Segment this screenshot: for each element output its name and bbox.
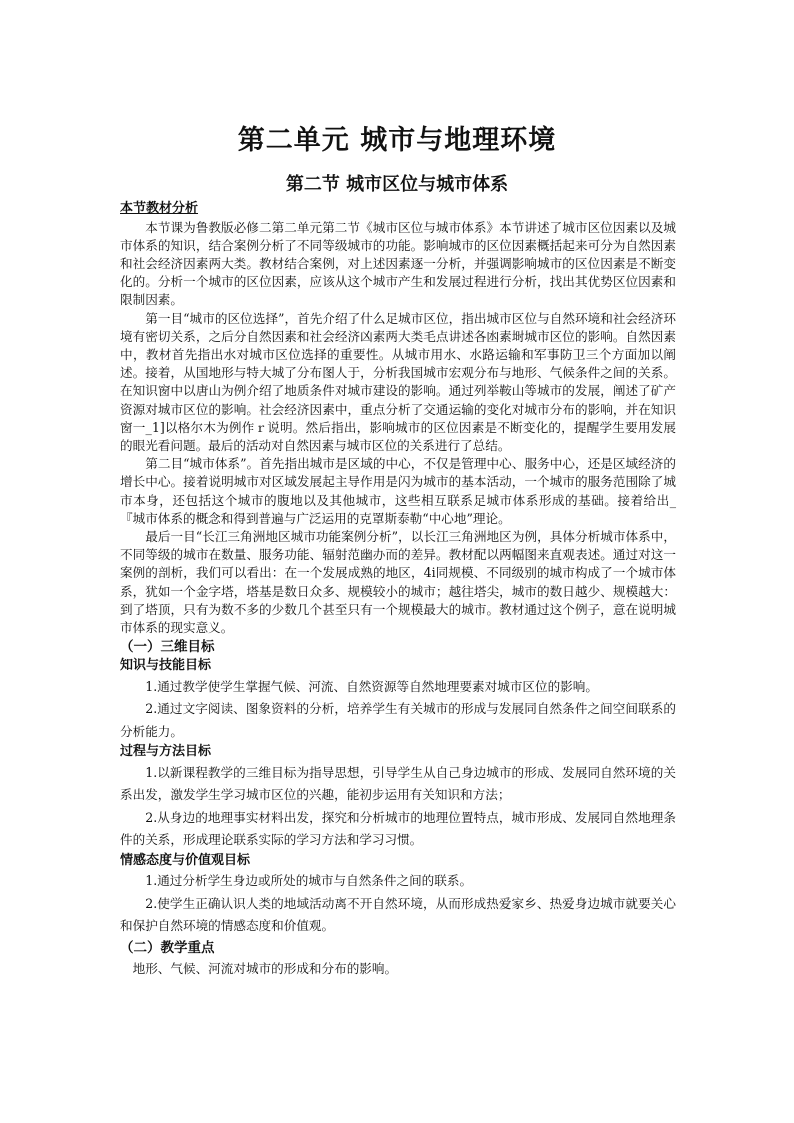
goal-item: 1.以新课程教学的三维目标为指导思想，引导学生从自己身边城市的形成、发展同自然环境的关系出发，激发学生学习城市区位的兴趣，能初步运用有关知识和方法； xyxy=(120,764,676,803)
focus-text: 地形、气候、河流对城市的形成和分布的影响。 xyxy=(132,960,398,976)
analysis-paragraph: 本节课为鲁教版必修二第二单元第二节《城市区位与城市体系》本节讲述了城市区位因素以及城市体系的知识，结合案例分析了不同等级城市的功能。影响城市的区位因素概括起来可分为自然因素和社会经济因素两大类。教材结合案例，对上述因素逐一分析，并强调影响城市的区位因素是不断变化的。分析一个城市的区位因素，应该从这个城市产生和发展过程进行分析，找出其优势区位因素和限制因素。 xyxy=(120,219,676,308)
goals-heading: （一）三维目标 xyxy=(120,639,215,656)
goal-item: 2.通过文字阅读、图象资料的分析，培养学生有关城市的形成与发展同自然条件之间空间联系的分析能力。 xyxy=(120,701,676,739)
knowledge-goals-heading: 知识与技能目标 xyxy=(120,658,212,674)
analysis-paragraph: 第一目“城市的区位选择”，首先介绍了什么足城市区位，指出城市区位与自然环境和社会经济环境有密切关系，之后分自然因素和社会经济凶素两大类毛点讲述各凼素埘城市区位的影响。自然因素中，教材首先指出水对城市区位选择的重要性。从城市用水、水路运输和军事防卫三个方面加以阐述。接着，从国地形与特大城了分布图人于，分析我国城市宏观分布与地形、气候条件之间的关系。在知识窗中以唐山为例介绍了地质条件对城市建设的影响。通过列举鞍山等城市的发展，阐述了矿产资源对城市区位的影响。社会经济因素中，重点分析了交通运输的变化对城市分布的影响，并在知识窗一_1]以格尔木为例作ｒ说明。然后指出，影响城市的区位因素是不断变化的，提醒学生要用发展的眼光看问题。最后的活动对自然因素与城市区位的关系进行了总结。 xyxy=(120,310,676,453)
goal-item: 2.使学生正确认识人类的地域活动离不开自然环境，从而形成热爱家乡、热爱身边城市就要关心和保护自然环境的情感态度和价值观。 xyxy=(120,895,676,934)
unit-title: 第二单元 城市与地理环境 xyxy=(237,125,557,156)
focus-heading: （二）教学重点 xyxy=(120,939,215,956)
analysis-paragraph: 第二目“城市体系”。首先指出城市是区域的中心，不仅是管理中心、服务中心，还是区域经济的增长中心。接着说明城市对区域发展起主导作用是闪为城市的基本活动，一个城市的服务范围除了城市本身，还包括这个城市的腹地以及其他城市，这些相互联系足城市体系形成的基础。接着给出_『城市体系的概念和得到普遍与广泛运用的克罩斯泰勒“中心地”理论。 xyxy=(120,456,676,526)
process-goals-heading: 过程与方法目标 xyxy=(120,744,212,760)
goal-item: 2.从身边的地理事实材料出发，探究和分析城市的地理位置特点，城市形成、发展同自然地理条件的关系，形成理论联系实际的学习方法和学习习惯。 xyxy=(120,809,676,848)
emotion-goals-heading: 情感态度与价值观目标 xyxy=(120,852,251,868)
section-title: 第二节 城市区位与城市体系 xyxy=(285,174,509,195)
goal-item: 1.通过分析学生身边或所处的城市与自然条件之间的联系。 xyxy=(145,873,473,889)
document-body xyxy=(120,200,676,980)
goal-item: 1.通过教学使学生掌握气候、河流、自然资源等自然地理要素对城市区位的影响。 xyxy=(145,678,598,694)
analysis-heading: 本节教材分析 xyxy=(120,201,199,216)
analysis-paragraph: 最后一目“长江三角洲地区城市功能案例分析”，以长江三角洲地区为例，具体分析城市体系中，不同等级的城市在数量、服务功能、辐射范幽办而的差异。教材配以两幅图来直观表述。通过对这一案例的剖析，我们可以看出：在一个发展成熟的地区，4i同规模、不同级别的城市构成了一个城市体系，犹如一个金字塔，塔基是数日众多、规模较小的城市；越往塔尖，城市的数日越少、规模越大：到了塔顶，只有为数不多的少数几个甚至只有一个规模最大的城市。教材通过这个例子，意在说明城市体系的现实意义。 xyxy=(120,528,676,635)
